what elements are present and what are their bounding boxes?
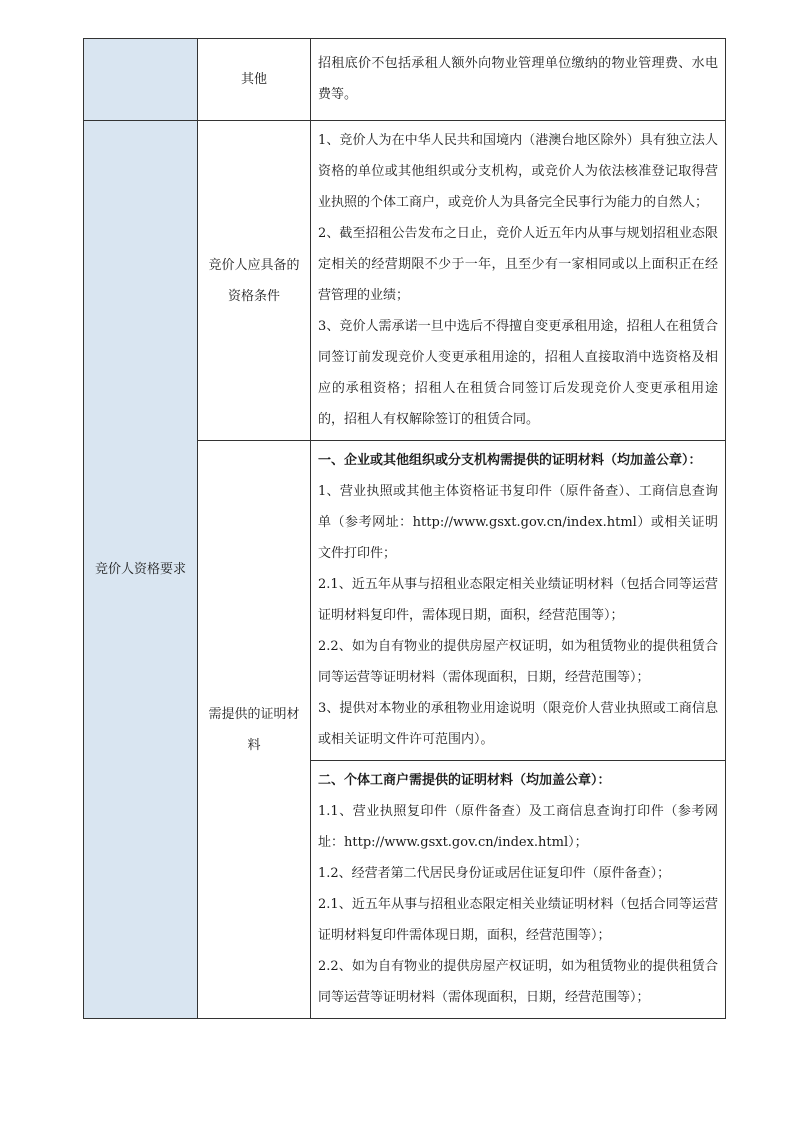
qualification-paragraph: 3、竞价人需承诺一旦中选后不得擅自变更承租用途，招租人在租赁合同签订前发现竞价人变更承租用途的，招租人直接取消中选资格及相应的承租资格；招租人在租赁合同签订后发现竞价人变更承租用途的，招租人有权解除签订的租赁合同。 (318, 319, 718, 427)
category-cell-bidder-requirements (84, 121, 198, 1019)
category-label-bidder-requirements: 竞价人资格要求 (94, 562, 186, 577)
enterprise-heading: 一、企业或其他组织或分支机构需提供的证明材料（均加盖公章）： (318, 453, 702, 468)
item-label-documents: 需提供的证明材料 (208, 706, 300, 753)
content-cell-other (311, 39, 726, 121)
individual-paragraph: 1.2、经营者第二代居民身份证或居住证复印件（原件备查）； (318, 866, 671, 881)
table-row-other (84, 39, 726, 121)
table-row-qualification (84, 121, 726, 441)
content-cell-individual-documents (311, 761, 726, 1019)
individual-paragraph: 2.1、近五年从事与招租业态限定相关业绩证明材料（包括合同等运营证明材料复印件需体现日期，面积，经营范围等）； (318, 897, 718, 943)
requirements-table (83, 38, 726, 1019)
enterprise-paragraph: 2.2、如为自有物业的提供房屋产权证明，如为租赁物业的提供租赁合同等运营等证明材料（需体现面积，日期，经营范围等）； (318, 639, 718, 685)
individual-paragraph: 2.2、如为自有物业的提供房屋产权证明，如为租赁物业的提供租赁合同等运营等证明材料（需体现面积，日期，经营范围等）； (318, 959, 718, 1005)
other-content-text: 招租底价不包括承租人额外向物业管理单位缴纳的物业管理费、水电费等。 (318, 56, 718, 102)
qualification-paragraph: 2、截至招租公告发布之日止，竞价人近五年内从事与规划招租业态限定相关的经营期限不少于一年，且至少有一家相同或以上面积正在经营管理的业绩； (318, 226, 718, 303)
individual-paragraph: 1.1、营业执照复印件（原件备查）及工商信息查询打印件（参考网址：http://www.gsxt.gov.cn/index.html）； (318, 804, 718, 850)
content-cell-enterprise-documents (311, 441, 726, 761)
content-cell-qualification (311, 121, 726, 441)
enterprise-paragraph: 3、提供对本物业的承租物业用途说明（限竞价人营业执照或工商信息或相关证明文件许可范围内）。 (318, 701, 718, 747)
item-cell-other (198, 39, 311, 121)
enterprise-paragraph: 1、营业执照或其他主体资格证书复印件（原件备查）、工商信息查询单（参考网址：http://www.gsxt.gov.cn/index.html）或相关证明文件打印件； (318, 484, 718, 561)
category-cell-empty (84, 39, 198, 121)
individual-heading: 二、个体工商户需提供的证明材料（均加盖公章）： (318, 773, 611, 788)
item-label-qualification: 竞价人应具备的资格条件 (208, 257, 300, 304)
qualification-paragraph: 1、竞价人为在中华人民共和国境内（港澳台地区除外）具有独立法人资格的单位或其他组织或分支机构，或竞价人为依法核准登记取得营业执照的个体工商户，或竞价人为具备完全民事行为能力的自然人； (318, 133, 718, 210)
enterprise-paragraph: 2.1、近五年从事与招租业态限定相关业绩证明材料（包括合同等运营证明材料复印件，需体现日期，面积，经营范围等）； (318, 577, 718, 623)
item-cell-documents (198, 441, 311, 1019)
item-label-other: 其他 (240, 72, 267, 87)
item-cell-qualification (198, 121, 311, 441)
